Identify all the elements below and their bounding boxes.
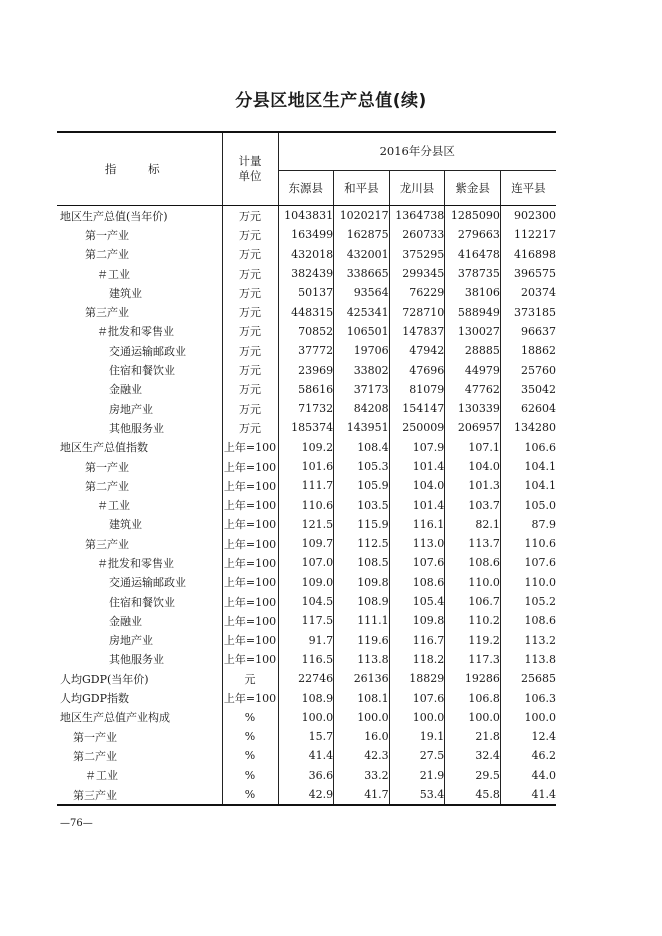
unit-cell: 万元: [222, 206, 278, 226]
unit-cell: 上年=100: [222, 457, 278, 476]
value-cell: 104.0: [445, 457, 501, 476]
indicator-cell: 建筑业: [57, 515, 222, 534]
unit-cell: 万元: [222, 302, 278, 321]
indicator-cell: 第一产业: [57, 457, 222, 476]
value-cell: 104.0: [389, 476, 445, 495]
value-cell: 112217: [514, 228, 556, 242]
value-cell: 45.8: [445, 785, 501, 805]
table-row: [57, 225, 556, 244]
value-cell: 76229: [389, 283, 445, 302]
value-cell: 35042: [521, 382, 556, 396]
indicator-cell: 第一产业: [57, 225, 222, 244]
value-cell: 115.9: [334, 515, 390, 534]
value-cell: 93564: [334, 283, 390, 302]
value-cell: 106.7: [445, 592, 501, 611]
indicator-cell: 人均GDP(当年价): [57, 669, 222, 688]
value-cell: 143951: [334, 418, 390, 437]
table-row: [57, 283, 556, 302]
value-cell: 81079: [389, 380, 445, 399]
value-cell: 117.5: [278, 611, 334, 630]
value-cell: 105.3: [334, 457, 390, 476]
value-cell: 119.6: [334, 631, 390, 650]
value-cell: 41.4: [278, 746, 334, 765]
indicator-cell: 第一产业: [57, 727, 222, 746]
value-cell: 21.9: [389, 766, 445, 785]
indicator-cell: 住宿和餐饮业: [57, 360, 222, 379]
table-row: [57, 399, 556, 418]
value-cell: 32.4: [445, 746, 501, 765]
unit-cell: %: [222, 708, 278, 727]
value-cell: 728710: [389, 302, 445, 321]
value-cell: 113.2: [524, 633, 556, 647]
value-cell: 113.8: [524, 652, 556, 666]
value-cell: 109.0: [278, 573, 334, 592]
table-row: [57, 553, 556, 572]
value-cell: 12.4: [531, 730, 556, 744]
value-cell: 18862: [521, 344, 556, 358]
value-cell: 206957: [445, 418, 501, 437]
value-cell: 105.0: [524, 498, 556, 512]
indicator-cell: 地区生产总值指数: [57, 438, 222, 457]
indicator-cell: 第三产业: [57, 785, 222, 805]
unit-cell: 上年=100: [222, 573, 278, 592]
indicator-cell: 其他服务业: [57, 650, 222, 669]
unit-cell: 万元: [222, 360, 278, 379]
value-cell: 105.2: [524, 595, 556, 609]
table-row: [57, 708, 556, 727]
value-cell: 101.6: [278, 457, 334, 476]
page-number: —76—: [60, 818, 93, 829]
county-header: 龙川县: [389, 170, 445, 205]
indicator-cell: 房地产业: [57, 631, 222, 650]
value-cell: 15.7: [278, 727, 334, 746]
value-cell: 100.0: [278, 708, 334, 727]
value-cell: 108.6: [524, 614, 556, 628]
value-cell: 117.3: [445, 650, 501, 669]
unit-cell: %: [222, 766, 278, 785]
indicator-cell: 住宿和餐饮业: [57, 592, 222, 611]
unit-cell: %: [222, 785, 278, 805]
table-row: [57, 785, 556, 805]
table-row: [57, 206, 556, 226]
indicator-cell: 第二产业: [57, 245, 222, 264]
value-cell: 108.4: [334, 438, 390, 457]
value-cell: 588949: [445, 302, 501, 321]
indicator-cell: 房地产业: [57, 399, 222, 418]
value-cell: 91.7: [278, 631, 334, 650]
value-cell: 121.5: [278, 515, 334, 534]
unit-cell: 万元: [222, 322, 278, 341]
value-cell: 50137: [278, 283, 334, 302]
county-header: 和平县: [334, 170, 390, 205]
value-cell: 25760: [521, 363, 556, 377]
unit-cell: 万元: [222, 418, 278, 437]
value-cell: 162875: [334, 225, 390, 244]
value-cell: 260733: [389, 225, 445, 244]
value-cell: 25685: [521, 672, 556, 686]
county-header: 连平县: [500, 170, 556, 205]
unit-header-line2: 单位: [238, 169, 262, 183]
value-cell: 110.2: [445, 611, 501, 630]
value-cell: 101.4: [389, 495, 445, 514]
value-cell: 373185: [514, 305, 556, 319]
indicator-cell: ＃工业: [57, 766, 222, 785]
table-row: [57, 515, 556, 534]
value-cell: 107.1: [445, 438, 501, 457]
value-cell: 425341: [334, 302, 390, 321]
unit-cell: 万元: [222, 283, 278, 302]
indicator-header: 指 标: [57, 132, 222, 206]
table-row: [57, 322, 556, 341]
value-cell: 23969: [278, 360, 334, 379]
unit-cell: 元: [222, 669, 278, 688]
value-cell: 113.8: [334, 650, 390, 669]
table-row: [57, 302, 556, 321]
table-row: [57, 495, 556, 514]
value-cell: 116.7: [389, 631, 445, 650]
unit-cell: 万元: [222, 264, 278, 283]
value-cell: 108.9: [278, 688, 334, 707]
table-row: [57, 380, 556, 399]
value-cell: 26136: [334, 669, 390, 688]
value-cell: 96637: [521, 324, 556, 338]
value-cell: 432018: [278, 245, 334, 264]
table-row: [57, 438, 556, 457]
indicator-cell: 金融业: [57, 380, 222, 399]
value-cell: 18829: [389, 669, 445, 688]
indicator-cell: 交通运输邮政业: [57, 341, 222, 360]
value-cell: 42.3: [334, 746, 390, 765]
value-cell: 113.7: [445, 534, 501, 553]
value-cell: 163499: [278, 225, 334, 244]
value-cell: 107.9: [389, 438, 445, 457]
value-cell: 47762: [445, 380, 501, 399]
indicator-cell: ＃工业: [57, 495, 222, 514]
unit-cell: 万元: [222, 245, 278, 264]
value-cell: 104.1: [524, 479, 556, 493]
unit-cell: 上年=100: [222, 611, 278, 630]
value-cell: 185374: [278, 418, 334, 437]
value-cell: 382439: [278, 264, 334, 283]
year-group-header: 2016年分县区: [278, 132, 556, 170]
county-header: 紫金县: [445, 170, 501, 205]
value-cell: 82.1: [445, 515, 501, 534]
unit-cell: 上年=100: [222, 592, 278, 611]
unit-cell: 上年=100: [222, 553, 278, 572]
unit-cell: 上年=100: [222, 631, 278, 650]
value-cell: 416898: [514, 247, 556, 261]
value-cell: 134280: [514, 421, 556, 435]
unit-cell: 万元: [222, 225, 278, 244]
table-row: [57, 245, 556, 264]
value-cell: 84208: [334, 399, 390, 418]
unit-cell: 上年=100: [222, 534, 278, 553]
page-title: 分县区地区生产总值(续): [235, 91, 427, 111]
table-row: [57, 360, 556, 379]
value-cell: 37772: [278, 341, 334, 360]
table-row: [57, 573, 556, 592]
value-cell: 111.1: [334, 611, 390, 630]
indicator-cell: ＃工业: [57, 264, 222, 283]
value-cell: 107.6: [389, 688, 445, 707]
value-cell: 396575: [514, 267, 556, 281]
table-row: [57, 264, 556, 283]
indicator-cell: 其他服务业: [57, 418, 222, 437]
unit-header: [222, 132, 278, 206]
indicator-cell: 第三产业: [57, 302, 222, 321]
value-cell: 58616: [278, 380, 334, 399]
value-cell: 299345: [389, 264, 445, 283]
unit-cell: 万元: [222, 380, 278, 399]
value-cell: 1285090: [445, 206, 501, 226]
value-cell: 108.6: [389, 573, 445, 592]
value-cell: 71732: [278, 399, 334, 418]
indicator-cell: 地区生产总值(当年价): [57, 206, 222, 226]
value-cell: 112.5: [334, 534, 390, 553]
value-cell: 103.7: [445, 495, 501, 514]
indicator-cell: 交通运输邮政业: [57, 573, 222, 592]
table-row: [57, 766, 556, 785]
value-cell: 104.5: [278, 592, 334, 611]
value-cell: 1043831: [278, 206, 334, 226]
value-cell: 108.1: [334, 688, 390, 707]
value-cell: 87.9: [531, 517, 556, 531]
indicator-cell: 建筑业: [57, 283, 222, 302]
value-cell: 108.5: [334, 553, 390, 572]
value-cell: 53.4: [389, 785, 445, 805]
value-cell: 101.4: [389, 457, 445, 476]
value-cell: 100.0: [524, 710, 556, 724]
table-row: [57, 476, 556, 495]
gdp-by-county-table: [57, 131, 556, 806]
table-header: [57, 132, 556, 206]
value-cell: 100.0: [389, 708, 445, 727]
unit-cell: 上年=100: [222, 650, 278, 669]
value-cell: 338665: [334, 264, 390, 283]
table-row: [57, 746, 556, 765]
value-cell: 1364738: [389, 206, 445, 226]
value-cell: 104.1: [524, 460, 556, 473]
unit-header-line1: 计量: [238, 154, 262, 168]
value-cell: 28885: [445, 341, 501, 360]
value-cell: 250009: [389, 418, 445, 437]
value-cell: 62604: [521, 402, 556, 416]
value-cell: 130027: [445, 322, 501, 341]
value-cell: 416478: [445, 245, 501, 264]
value-cell: 37173: [334, 380, 390, 399]
table-row: [57, 727, 556, 746]
value-cell: 109.8: [334, 573, 390, 592]
indicator-cell: 金融业: [57, 611, 222, 630]
value-cell: 107.6: [524, 556, 556, 570]
table-row: [57, 534, 556, 553]
value-cell: 108.9: [334, 592, 390, 611]
value-cell: 378735: [445, 264, 501, 283]
table-row: [57, 669, 556, 688]
unit-cell: 万元: [222, 399, 278, 418]
unit-cell: 上年=100: [222, 515, 278, 534]
value-cell: 16.0: [334, 727, 390, 746]
value-cell: 33802: [334, 360, 390, 379]
value-cell: 147837: [389, 322, 445, 341]
value-cell: 41.7: [334, 785, 390, 805]
indicator-cell: 第二产业: [57, 476, 222, 495]
value-cell: 70852: [278, 322, 334, 341]
value-cell: 105.9: [334, 476, 390, 495]
value-cell: 19286: [445, 669, 501, 688]
value-cell: 19706: [334, 341, 390, 360]
table-row: [57, 688, 556, 707]
value-cell: 118.2: [389, 650, 445, 669]
value-cell: 36.6: [278, 766, 334, 785]
value-cell: 130339: [445, 399, 501, 418]
value-cell: 106.8: [445, 688, 501, 707]
indicator-cell: ＃批发和零售业: [57, 553, 222, 572]
value-cell: 44.0: [531, 768, 556, 782]
value-cell: 46.2: [531, 749, 556, 763]
indicator-cell: 第三产业: [57, 534, 222, 553]
value-cell: 106501: [334, 322, 390, 341]
county-header: 东源县: [278, 170, 334, 205]
indicator-cell: 人均GDP指数: [57, 688, 222, 707]
value-cell: 110.6: [278, 495, 334, 514]
table-row: [57, 341, 556, 360]
unit-cell: 上年=100: [222, 495, 278, 514]
value-cell: 103.5: [334, 495, 390, 514]
value-cell: 106.6: [524, 440, 556, 454]
value-cell: 47942: [389, 341, 445, 360]
value-cell: 279663: [445, 225, 501, 244]
value-cell: 20374: [521, 286, 556, 300]
value-cell: 109.7: [278, 534, 334, 553]
value-cell: 111.7: [278, 476, 334, 495]
value-cell: 375295: [389, 245, 445, 264]
unit-cell: %: [222, 727, 278, 746]
value-cell: 116.5: [278, 650, 334, 669]
value-cell: 432001: [334, 245, 390, 264]
table-row: [57, 650, 556, 669]
value-cell: 109.2: [278, 438, 334, 457]
value-cell: 33.2: [334, 766, 390, 785]
indicator-cell: 地区生产总值产业构成: [57, 708, 222, 727]
indicator-cell: ＃批发和零售业: [57, 322, 222, 341]
value-cell: 38106: [445, 283, 501, 302]
value-cell: 154147: [389, 399, 445, 418]
value-cell: 19.1: [389, 727, 445, 746]
value-cell: 42.9: [278, 785, 334, 805]
value-cell: 113.0: [389, 534, 445, 553]
value-cell: 107.0: [278, 553, 334, 572]
value-cell: 100.0: [445, 708, 501, 727]
unit-cell: %: [222, 746, 278, 765]
unit-cell: 上年=100: [222, 438, 278, 457]
value-cell: 100.0: [334, 708, 390, 727]
value-cell: 119.2: [445, 631, 501, 650]
unit-cell: 上年=100: [222, 476, 278, 495]
table-body: [57, 206, 556, 806]
value-cell: 22746: [278, 669, 334, 688]
value-cell: 1020217: [334, 206, 390, 226]
value-cell: 106.3: [524, 691, 556, 705]
value-cell: 21.8: [445, 727, 501, 746]
value-cell: 105.4: [389, 592, 445, 611]
table-row: [57, 457, 556, 476]
value-cell: 110.6: [524, 537, 556, 551]
table-row: [57, 631, 556, 650]
table-row: [57, 592, 556, 611]
value-cell: 29.5: [445, 766, 501, 785]
value-cell: 110.0: [524, 575, 556, 589]
unit-cell: 上年=100: [222, 688, 278, 707]
value-cell: 107.6: [389, 553, 445, 572]
value-cell: 47696: [389, 360, 445, 379]
value-cell: 448315: [278, 302, 334, 321]
value-cell: 27.5: [389, 746, 445, 765]
value-cell: 116.1: [389, 515, 445, 534]
value-cell: 41.4: [500, 785, 556, 805]
value-cell: 110.0: [445, 573, 501, 592]
indicator-cell: 第二产业: [57, 746, 222, 765]
value-cell: 101.3: [445, 476, 501, 495]
table-row: [57, 418, 556, 437]
table-row: [57, 611, 556, 630]
unit-cell: 万元: [222, 341, 278, 360]
value-cell: 109.8: [389, 611, 445, 630]
value-cell: 44979: [445, 360, 501, 379]
value-cell: 902300: [514, 209, 556, 223]
value-cell: 108.6: [445, 553, 501, 572]
